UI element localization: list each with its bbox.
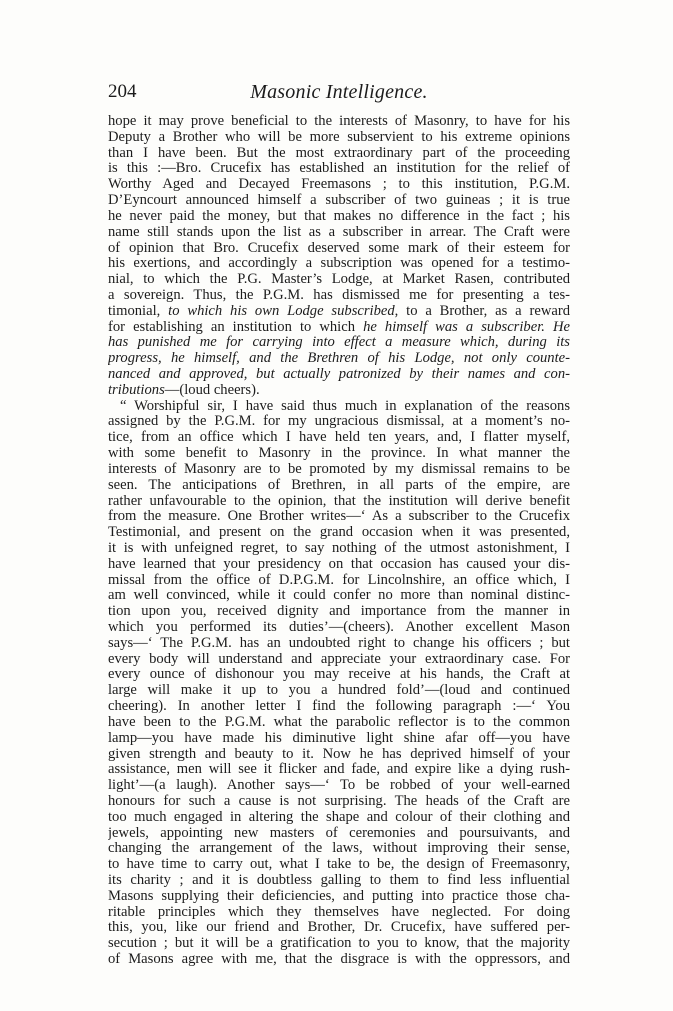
text-line: [108, 731, 570, 747]
running-head: [108, 80, 570, 104]
text-line: [108, 146, 570, 162]
text-line: [108, 478, 570, 494]
body-text: [108, 114, 570, 968]
text-line: [108, 905, 570, 921]
text-segment: given strength and beauty to it. Now he has deprived himself of your: [108, 746, 570, 762]
text-line: [108, 177, 570, 193]
text-line: [108, 857, 570, 873]
text-line: [108, 762, 570, 778]
text-line: [108, 573, 570, 589]
text-segment: says—‘ The P.G.M. has an undoubted right to change his officers ; but: [108, 635, 570, 651]
page-number: 204: [108, 81, 137, 102]
text-segment: with some benefit to Masonry in the province. In what manner the: [108, 446, 570, 462]
text-line: [108, 920, 570, 936]
text-line: [108, 446, 570, 462]
text-line: [108, 241, 570, 257]
text-segment: secution ; but it will be a gratification to you to know, that the majority: [108, 936, 570, 952]
text-segment: seen. The anticipations of Brethren, in all parts of the empire, are: [108, 477, 570, 493]
text-segment: have been to the P.G.M. what the parabolic reflector is to the common: [108, 714, 570, 730]
text-segment: interests of Masonry are to be promoted by my dismissal remains to be: [108, 461, 570, 477]
italic-text: tributions: [108, 382, 165, 398]
text-line: [108, 667, 570, 683]
text-segment: am well convinced, while it could confer no more than nominal distinc-: [108, 588, 570, 604]
text-segment: jewels, appointing new masters of ceremonies and poursuivants, and: [108, 825, 570, 841]
text-segment: lamp—you have made his diminutive light shine afar off—you have: [108, 730, 570, 746]
text-line: [108, 494, 570, 510]
text-line: [108, 936, 570, 952]
text-segment: from the measure. One Brother writes—‘ As a subscriber to the Crucefix: [108, 509, 570, 525]
text-line: [108, 699, 570, 715]
text-segment: of opinion that Bro. Crucefix deserved some mark of their esteem for: [108, 240, 570, 256]
italic-text: he himself was a subscriber. He: [363, 319, 570, 335]
text-segment: have learned that your presidency on that occasion has caused your dis-: [108, 556, 570, 572]
text-line: [108, 810, 570, 826]
text-line: [108, 715, 570, 731]
text-line: [108, 747, 570, 763]
italic-text: to which his own Lodge subscribed: [168, 303, 395, 319]
text-line: [108, 636, 570, 652]
text-segment: Testimonial, and present on the grand occasion when it was presented,: [108, 525, 570, 541]
italic-text: progress, he himself, and the Brethren of his Lodge, not only counte-: [108, 351, 570, 367]
text-line: [108, 873, 570, 889]
text-line: [108, 604, 570, 620]
text-segment: “ Worshipful sir, I have said thus much in explanation of the reasons: [120, 398, 570, 414]
text-line: [108, 272, 570, 288]
text-segment: ritable principles which they themselves have neglected. For doing: [108, 904, 570, 920]
text-segment: Deputy a Brother who will be more subservient to his extreme opinions: [108, 129, 570, 145]
text-segment: his exertions, and accordingly a subscription was opened for a testimo-: [108, 256, 570, 272]
text-line: [108, 826, 570, 842]
text-segment: every body will understand and appreciate your extraordinary case. For: [108, 651, 570, 667]
text-line: [108, 525, 570, 541]
text-segment: he never paid the money, but that makes no difference in the fact ; his: [108, 208, 570, 224]
text-segment: assistance, men will see it flicker and fade, and expire like a dying rush-: [108, 762, 570, 778]
text-segment: assigned by the P.G.M. for my ungracious dismissal, at a moment’s no-: [108, 414, 570, 430]
text-line: [108, 383, 570, 399]
text-segment: honours for such a cause is not surprising. The heads of the Craft are: [108, 793, 570, 809]
text-line: [108, 288, 570, 304]
text-segment: to have time to carry out, what I take to be, the design of Freemasonry,: [108, 857, 570, 873]
text-segment: this, you, like our friend and Brother, Dr. Crucefix, have suffered per-: [108, 920, 570, 936]
text-line: [108, 557, 570, 573]
text-line: [108, 541, 570, 557]
running-title: Masonic Intelligence.: [250, 81, 428, 103]
text-line: [108, 462, 570, 478]
text-line: [108, 889, 570, 905]
text-line: [108, 320, 570, 336]
text-segment: nial, to which the P.G. Master’s Lodge, at Market Rasen, contributed: [108, 272, 570, 288]
text-segment: timonial,: [108, 303, 169, 319]
text-line: [108, 414, 570, 430]
text-line: [108, 778, 570, 794]
text-line: [108, 209, 570, 225]
text-line: [108, 351, 570, 367]
text-segment: missal from the office of D.P.G.M. for Lincolnshire, an office which, I: [108, 572, 570, 588]
text-segment: too much engaged in altering the shape and colour of their clothing and: [108, 809, 570, 825]
text-segment: name still stands upon the list as a subscriber in arrear. The Craft were: [108, 224, 570, 240]
text-segment: cheering). In another letter I find the following paragraph :—‘ You: [108, 699, 570, 715]
text-segment: than I have been. But the most extraordinary part of the proceeding: [108, 145, 570, 161]
text-line: [108, 588, 570, 604]
text-line: [108, 225, 570, 241]
text-line: [108, 130, 570, 146]
text-segment: of Masons agree with me, that the disgrace is with the oppressors, and: [108, 952, 570, 968]
text-segment: light’—(a laugh). Another says—‘ To be robbed of your well-earned: [108, 778, 570, 794]
text-line: [108, 114, 570, 130]
text-segment: tion upon you, received dignity and importance from the manner in: [108, 604, 570, 620]
text-segment: is this :—Bro. Crucefix has established an institution for the relief of: [108, 161, 570, 177]
text-line: [108, 620, 570, 636]
text-line: [108, 509, 570, 525]
text-segment: hope it may prove beneficial to the interests of Masonry, to have for his: [108, 114, 570, 129]
text-segment: it is with unfeigned regret, to say nothing of the utmost astonishment, I: [108, 540, 570, 556]
text-segment: Worthy Aged and Decayed Freemasons ; to this institution, P.G.M.: [108, 177, 570, 193]
text-line: [108, 256, 570, 272]
text-line: [108, 652, 570, 668]
italic-text: nanced and approved, but actually patronized by their names and con-: [108, 367, 570, 382]
text-line: [108, 335, 570, 351]
text-segment: large will make it up to you a hundred fold’—(loud and continued: [108, 683, 570, 699]
text-segment: its charity ; and it is doubtless galling to them to find less influential: [108, 873, 570, 888]
text-line: [108, 841, 570, 857]
text-segment: every ounce of dishonour you may receive at his hands, the Craft at: [108, 667, 570, 683]
text-segment: Masons supplying their deficiencies, and putting into practice those cha-: [108, 888, 570, 904]
text-segment: rather unfavourable to the opinion, that the institution will derive benefit: [108, 493, 570, 509]
text-segment: a sovereign. Thus, the P.G.M. has dismissed me for presenting a tes-: [108, 287, 570, 303]
text-segment: , to a Brother, as a reward: [394, 303, 570, 319]
text-segment: changing the arrangement of the laws, without improving their sense,: [108, 841, 570, 857]
text-segment: for establishing an institution to which: [108, 319, 364, 335]
text-segment: D’Eyncourt announced himself a subscriber of two guineas ; it is true: [108, 193, 570, 209]
text-segment: which you performed its duties’—(cheers). Another excellent Mason: [108, 620, 570, 635]
text-line: [108, 304, 570, 320]
text-line: [108, 161, 570, 177]
text-line: [108, 430, 570, 446]
text-segment: —(loud cheers).: [164, 382, 260, 398]
text-line: [108, 952, 570, 968]
italic-text: has punished me for carrying into effect a measure which, during its: [108, 335, 570, 351]
text-line: [108, 367, 570, 383]
text-line: [108, 794, 570, 810]
text-line: [108, 399, 570, 415]
text-segment: tice, from an office which I have held ten years, and, I flatter myself,: [108, 430, 570, 446]
text-line: [108, 683, 570, 699]
text-line: [108, 193, 570, 209]
